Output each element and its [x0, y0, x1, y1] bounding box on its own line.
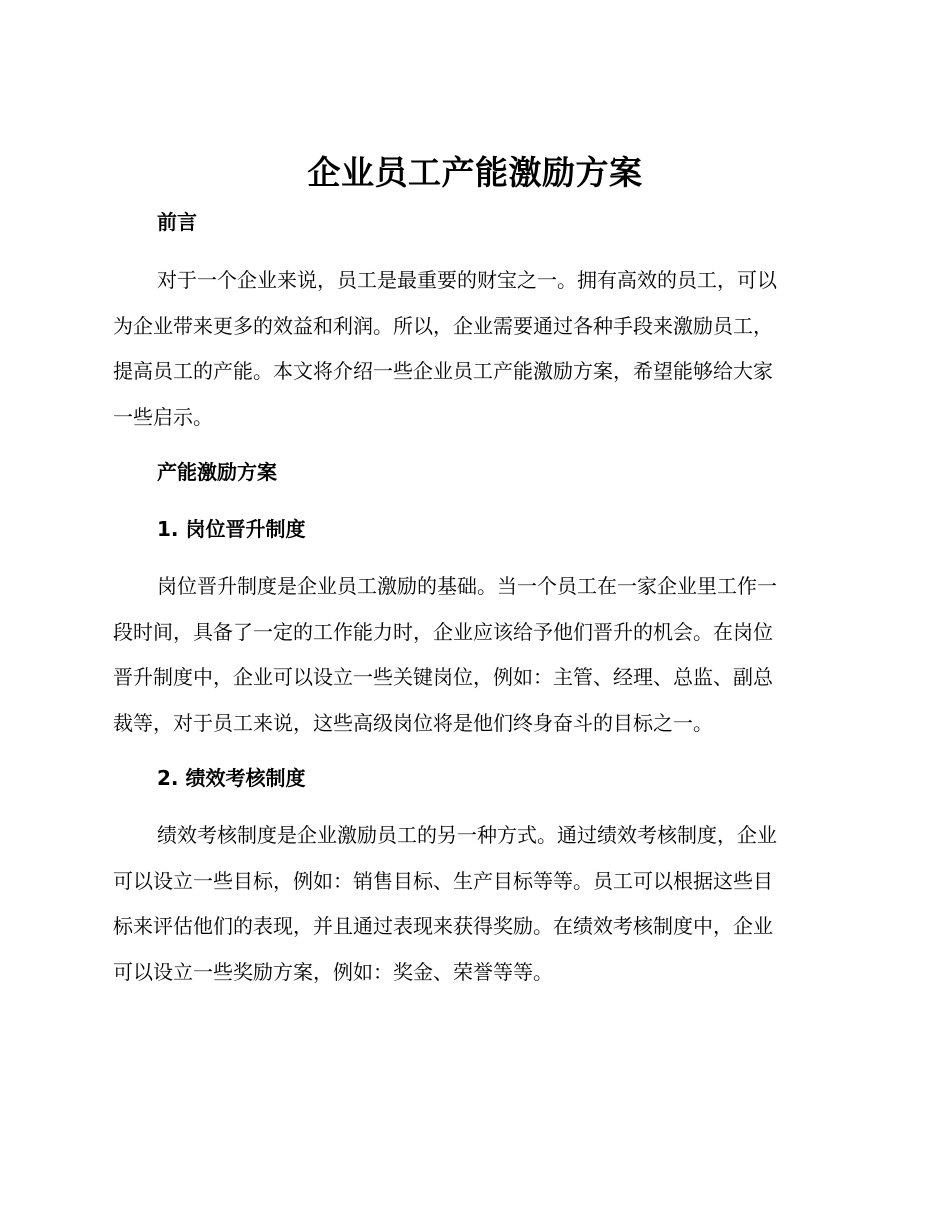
item1-heading: 1. 岗位晋升制度	[157, 517, 306, 541]
paragraph-line: 一些启示。	[113, 405, 213, 430]
paragraph-line: 晋升制度中，企业可以设立一些关键岗位，例如：主管、经理、总监、副总	[113, 665, 773, 690]
preface-heading: 前言	[157, 210, 197, 234]
paragraph-line: 对于一个企业来说，员工是最重要的财宝之一。拥有高效的员工，可以	[157, 268, 777, 292]
preface-paragraph	[113, 258, 833, 441]
item1-paragraph	[113, 564, 833, 747]
paragraph-line: 可以设立一些目标，例如：销售目标、生产目标等等。员工可以根据这些目	[113, 868, 773, 893]
paragraph-line: 为企业带来更多的效益和利润。所以，企业需要通过各种手段来激励员工，	[113, 313, 773, 338]
section-heading: 产能激励方案	[157, 460, 277, 484]
document-title: 企业员工产能激励方案	[307, 153, 643, 192]
paragraph-line: 可以设立一些奖励方案，例如：奖金、荣誉等等。	[113, 960, 553, 985]
item2-heading: 2. 绩效考核制度	[157, 766, 306, 790]
item2-paragraph	[113, 813, 833, 996]
paragraph-line: 段时间，具备了一定的工作能力时，企业应该给予他们晋升的机会。在岗位	[113, 619, 773, 644]
paragraph-line: 提高员工的产能。本文将介绍一些企业员工产能激励方案，希望能够给大家	[113, 359, 773, 384]
paragraph-line: 岗位晋升制度是企业员工激励的基础。当一个员工在一家企业里工作一	[157, 574, 777, 598]
paragraph-line: 裁等，对于员工来说，这些高级岗位将是他们终身奋斗的目标之一。	[113, 711, 713, 736]
paragraph-line: 标来评估他们的表现，并且通过表现来获得奖励。在绩效考核制度中，企业	[113, 914, 773, 939]
paragraph-line: 绩效考核制度是企业激励员工的另一种方式。通过绩效考核制度，企业	[157, 823, 777, 847]
